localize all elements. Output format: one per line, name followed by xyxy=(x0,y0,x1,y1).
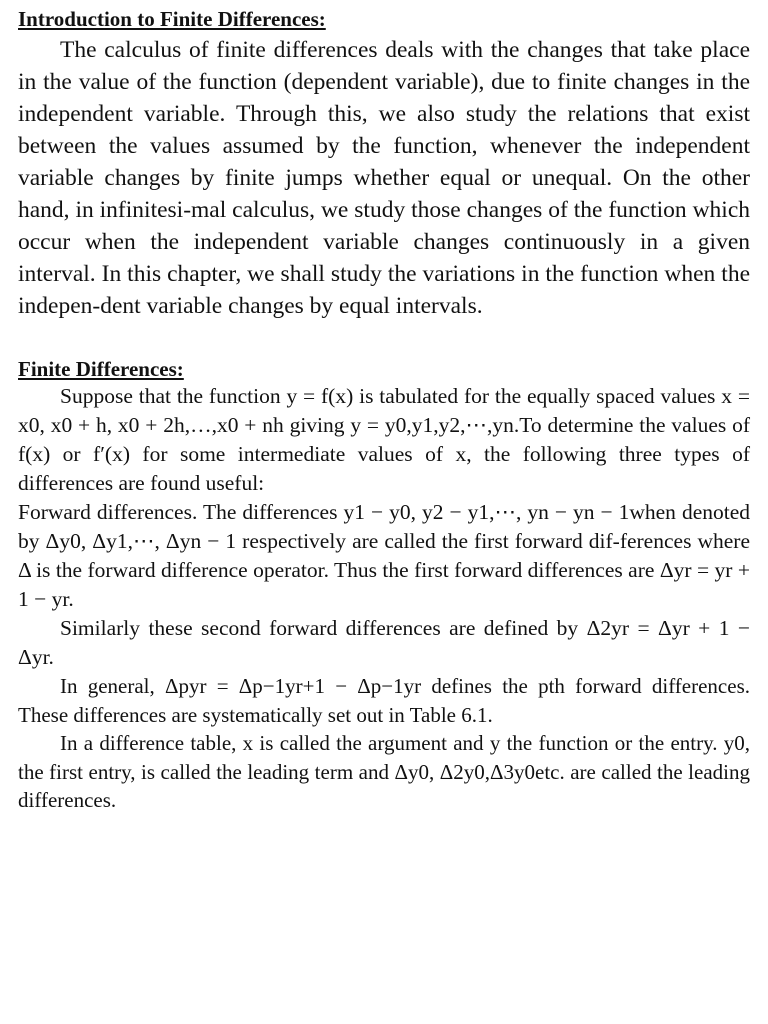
finite-differences-paragraph: Suppose that the function y = f(x) is tabulated for the equally spaced values x = x0, x0 + h, x0 + 2h,…,x0 + nh giving y = y0,y1,y2,⋯,yn.To determine the values of f(x) or f′(x) for some intermediate values of x, the following three types of differences are found useful: xyxy=(18,384,750,495)
section-heading-finite-differences: Finite Differences: xyxy=(18,357,184,381)
section-heading-introduction: Introduction to Finite Differences: xyxy=(18,7,326,31)
general-differences-paragraph: In general, Δpyr = Δp−1yr+1 − Δp−1yr defines the pth forward differences. These differences are systematically set out in Table 6.1. xyxy=(18,674,750,727)
intro-paragraph: The calculus of finite differences deals with the changes that take place in the value of the function (dependent variable), due to finite changes in the independent variable. Through this, we also study the relations that exist between the values assumed by the function, whenever the independent variable changes by finite jumps whether equal or unequal. On the other hand, in infinitesi-mal calculus, we study those changes of the function which occur when the independent variable changes continuously in a given interval. In this chapter, we shall study the variations in the function when the indepen-dent variable changes by equal intervals. xyxy=(18,37,750,319)
difference-table-paragraph: In a difference table, x is called the argument and y the function or the entry. y0, the first entry, is called the leading term and Δy0, Δ2y0,Δ3y0etc. are called the leading differences. xyxy=(18,731,750,812)
second-differences-paragraph: Similarly these second forward differences are defined by Δ2yr = Δyr + 1 − Δyr. xyxy=(18,616,750,669)
forward-differences-paragraph: Forward differences. The differences y1 − y0, y2 − y1,⋯, yn − yn − 1when denoted by Δy0, Δy1,⋯, Δyn − 1 respectively are called the first forward dif-ferences where Δ is the forward difference operator. Thus the first forward differences are Δyr = yr + 1 − yr. xyxy=(18,500,750,611)
